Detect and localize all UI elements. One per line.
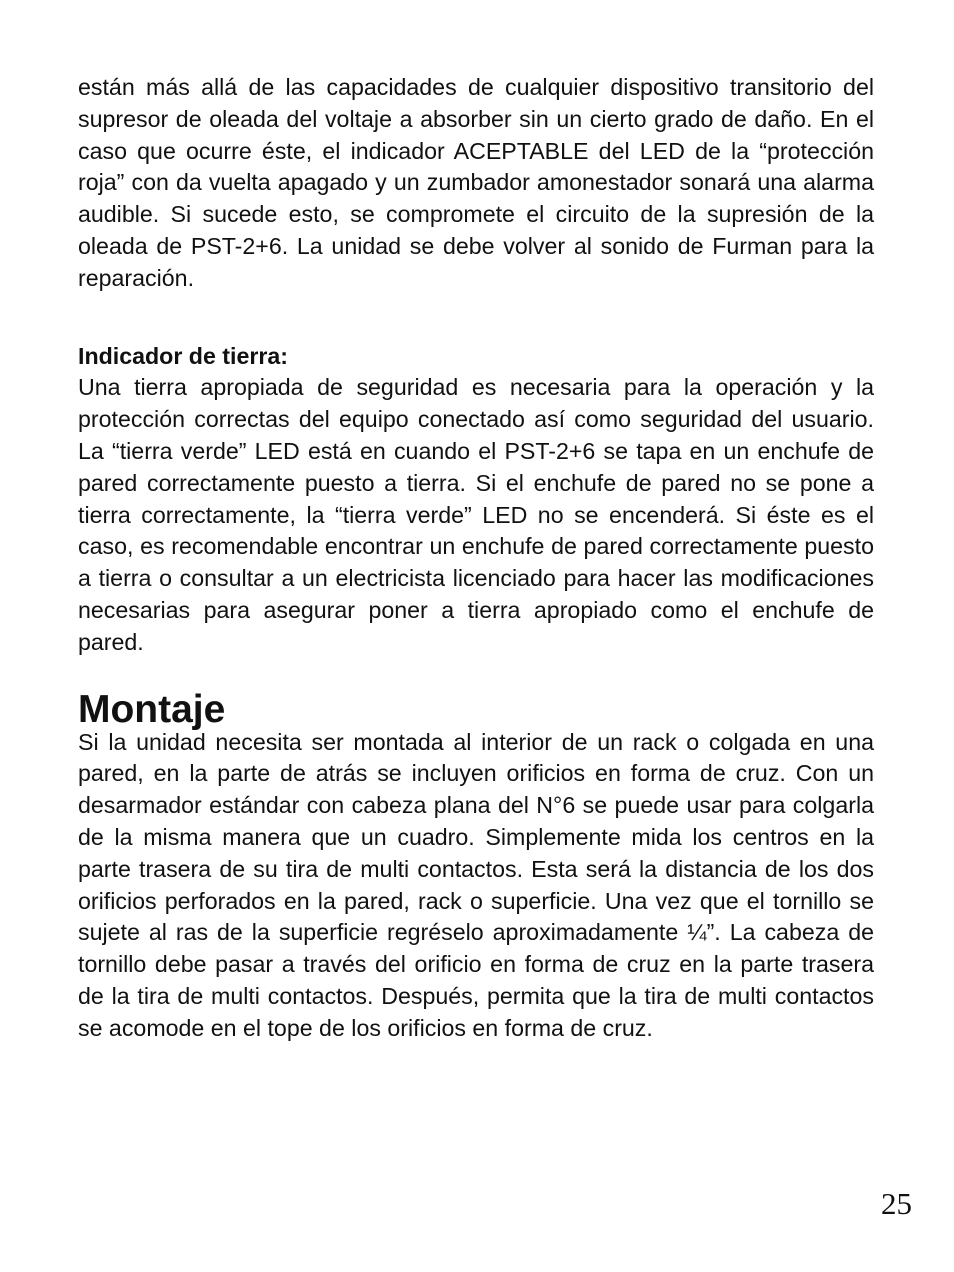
page-body	[78, 72, 874, 1045]
ground-indicator-section	[78, 341, 874, 659]
ground-indicator-paragraph: Una tierra apropiada de seguridad es necesaria para la operación y la protección correctas del equipo conectado así como seguridad del usuario. La “tierra verde” LED está en cuando el PST-2+6 se tapa en un enchufe de pared correctamente puesto a tierra. Si el enchufe de pared no se pone a tierra correctamente, la “tierra verde” LED no se encenderá. Si éste es el caso, es recomendable encontrar un enchufe de pared correctamente puesto a tierra o consultar a un electricista licenciado para hacer las modificaciones necesarias para asegurar poner a tierra apropiado como el enchufe de pared.	[78, 374, 874, 655]
mounting-title: Montaje	[78, 687, 226, 731]
intro-paragraph: están más allá de las capacidades de cualquier dispositivo transitorio del supresor de oleada del voltaje a absorber sin un cierto grado de daño. En el caso que ocurre éste, el indicador ACEPTABLE del LED de la “protección roja” con da vuelta apagado y un zumbador amonestador sonará una alarma audible. Si sucede esto, se compromete el circuito de la supresión de la oleada de PST-2+6. La unidad se debe volver al sonido de Furman para la reparación.	[78, 74, 874, 291]
page-number: 25	[881, 1186, 912, 1221]
mounting-paragraph: Si la unidad necesita ser montada al interior de un rack o colgada en una pared, en la parte de atrás se incluyen orificios en forma de cruz. Con un desarmador estándar con cabeza plana del N°6 se puede usar para colgarla de la misma manera que un cuadro. Simplemente mida los centros en la parte trasera de su tira de multi contactos. Esta será la distancia de los dos orificios perforados en la pared, rack o superficie. Una vez que el tornillo se sujete al ras de la superficie regréselo aproximadamente ¼”. La cabeza de tornillo debe pasar a través del orificio en forma de cruz en la parte trasera de la tira de multi contactos. Después, permita que la tira de multi contactos se acomode en el tope de los orificios en forma de cruz.	[78, 728, 874, 1041]
ground-indicator-heading: Indicador de tierra:	[78, 342, 289, 369]
mounting-section	[78, 687, 874, 1045]
